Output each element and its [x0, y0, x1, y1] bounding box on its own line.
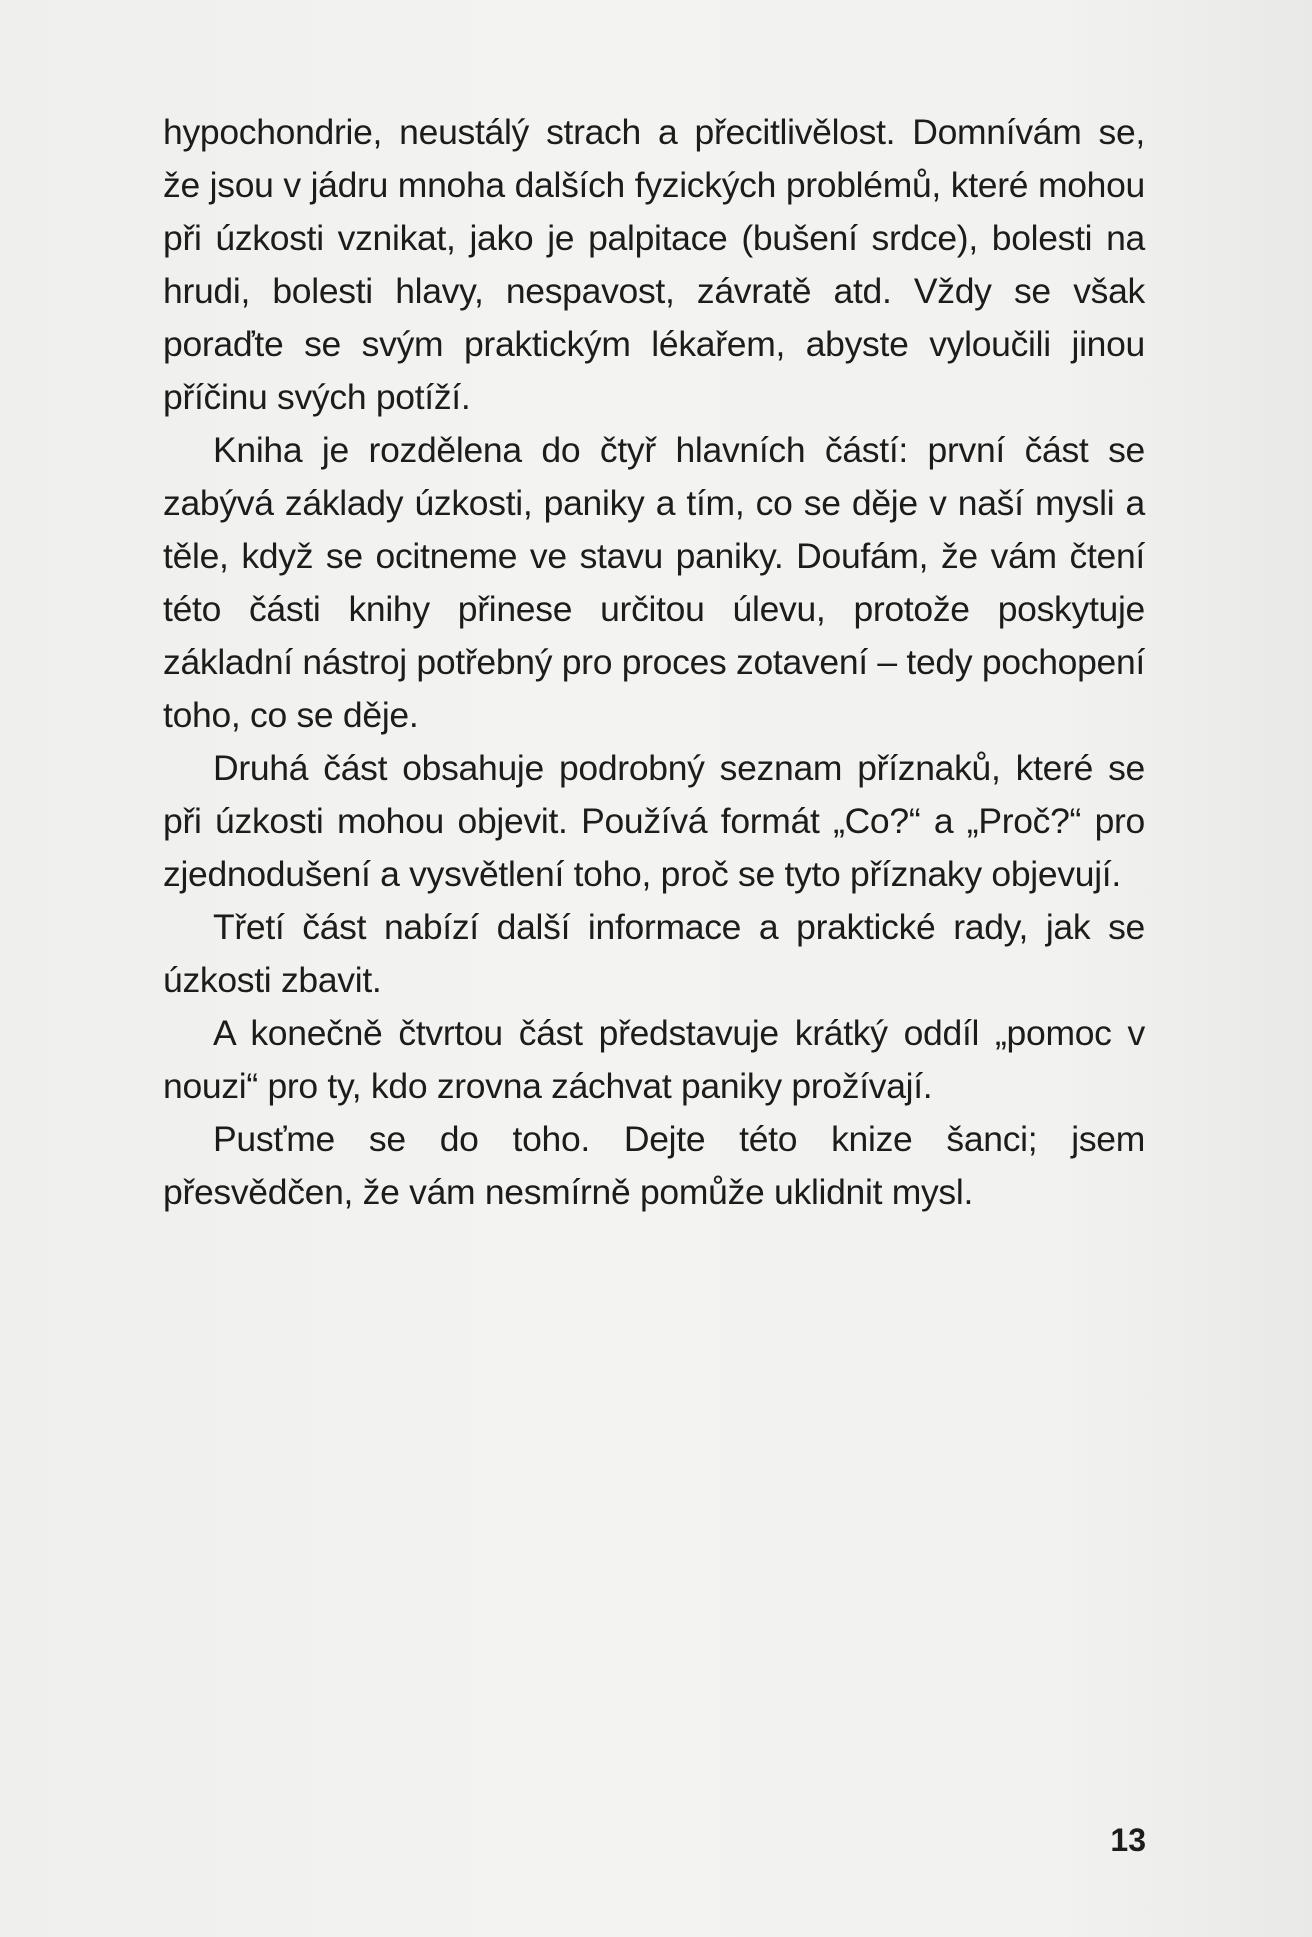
paragraph-4: Třetí část nabízí další informace a praktické rady, jak se úzkosti zbavit. — [163, 907, 1145, 1000]
paragraph-5: A konečně čtvrtou část představuje krátký oddíl „pomoc v nouzi“ pro ty, kdo zrovna záchvat paniky prožívají. — [163, 1013, 1145, 1106]
paragraph-2: Kniha je rozdělena do čtyř hlavních částí: první část se zabývá základy úzkosti, paniky a tím, co se děje v naší mysli a těle, když se ocitneme ve stavu paniky. Doufám, že vám čtení této části knihy přinese určitou úlevu, protože poskytuje základní nástroj potřebný pro proces zotavení – tedy pochopení toho, co se děje. — [163, 430, 1145, 735]
body-text — [163, 106, 1145, 1219]
paragraph-6: Pusťme se do toho. Dejte této knize šanci; jsem přesvědčen, že vám nesmírně pomůže uklidnit mysl. — [163, 1119, 1145, 1212]
page-number: 13 — [1110, 1822, 1146, 1858]
paragraph-3: Druhá část obsahuje podrobný seznam příznaků, které se při úzkosti mohou objevit. Používá formát „Co?“ a „Proč?“ pro zjednodušení a vysvětlení toho, proč se tyto příznaky objevují. — [163, 748, 1145, 894]
paragraph-1: hypochondrie, neustálý strach a přecitlivělost. Domnívám se, že jsou v jádru mnoha dalších fyzických problémů, které mohou při úzkosti vznikat, jako je palpitace (bušení srdce), bolesti na hrudi, bolesti hlavy, nespavost, závratě atd. Vždy se však poraďte se svým praktickým lékařem, abyste vyloučili jinou příčinu svých potíží. — [163, 112, 1145, 417]
